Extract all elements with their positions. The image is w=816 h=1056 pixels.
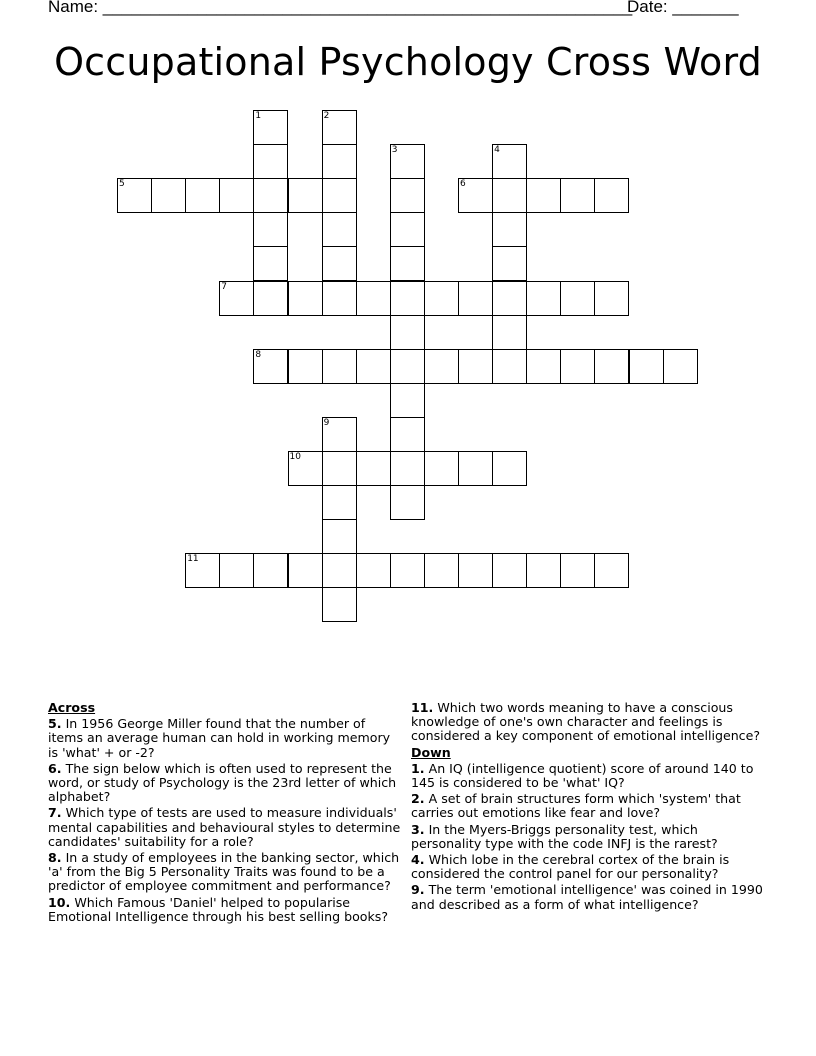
crossword-cell[interactable] [492, 553, 527, 588]
crossword-cell[interactable] [219, 178, 254, 213]
crossword-cell[interactable] [594, 178, 629, 213]
crossword-cell[interactable] [322, 178, 357, 213]
crossword-cell[interactable] [322, 110, 357, 145]
crossword-cell[interactable] [185, 553, 220, 588]
crossword-cell[interactable] [492, 281, 527, 316]
crossword-cell[interactable] [356, 451, 391, 486]
crossword-cell[interactable] [322, 212, 357, 247]
crossword-cell[interactable] [390, 315, 425, 350]
crossword-cell[interactable] [322, 519, 357, 554]
clue-across-6: 6. The sign below which is often used to represent the word, or study of Psychology is the 23rd letter of which alphabet? [48, 760, 397, 805]
crossword-cell[interactable] [424, 349, 459, 384]
clue-number: 4 [494, 145, 500, 156]
crossword-cell[interactable] [492, 144, 527, 179]
clues-right-column [411, 701, 767, 914]
crossword-cell[interactable] [390, 281, 425, 316]
clue-number: 6 [460, 179, 466, 190]
page-title: Occupational Psychology Cross Word [54, 40, 762, 84]
clue-across-10: 10. Which Famous 'Daniel' helped to popularise Emotional Intelligence through his best selling books? [48, 894, 389, 924]
clue-down-9: 9. The term 'emotional intelligence' was coined in 1990 and described as a form of what intelligence? [411, 882, 763, 912]
clue-down-4: 4. Which lobe in the cerebral cortex of the brain is considered the control panel for our personality? [411, 852, 730, 882]
crossword-cell[interactable] [253, 281, 288, 316]
clue-down-1: 1. An IQ (intelligence quotient) score of around 140 to 145 is considered to be 'what' IQ? [411, 760, 754, 791]
crossword-cell[interactable] [390, 451, 425, 486]
clue-number: 10 [289, 452, 301, 462]
crossword-cell[interactable] [526, 178, 561, 213]
crossword-cell[interactable] [253, 553, 288, 588]
crossword-cell[interactable] [390, 417, 425, 452]
crossword-cell[interactable] [526, 553, 561, 588]
clue-across-8: 8. In a study of employees in the banking sector, which 'a' from the Big 5 Personality Traits was found to be a predictor of employee commitment and performance? [48, 850, 400, 894]
clue-number: 7 [221, 281, 228, 292]
crossword-cell[interactable] [390, 144, 425, 179]
crossword-cell[interactable] [356, 553, 391, 588]
crossword-cell[interactable] [390, 246, 425, 281]
clue-across-7: 7. Which type of tests are used to measure individuals' mental capabilities and behavioural styles to determine candidates' suitability for a role? [48, 805, 401, 849]
clue-number: 1 [255, 111, 262, 121]
crossword-cell[interactable] [253, 144, 288, 179]
crossword-cell[interactable] [492, 451, 527, 486]
crossword-cell[interactable] [356, 349, 391, 384]
crossword-cell[interactable] [322, 144, 357, 179]
name-field[interactable]: Name: ________________________________________________________ [48, 0, 633, 16]
crossword-cell[interactable] [458, 281, 493, 316]
clue-number: 2 [323, 111, 330, 121]
crossword-cell[interactable] [629, 349, 664, 384]
crossword-cell[interactable] [594, 349, 629, 384]
crossword-cell[interactable] [526, 349, 561, 384]
clues-left-column [48, 701, 404, 926]
crossword-cell[interactable] [390, 553, 425, 588]
clue-down-3: 3. In the Myers-Briggs personality test, which personality type with the code INFJ is the rarest? [411, 821, 718, 851]
crossword-cell[interactable] [492, 178, 527, 213]
crossword-cell[interactable] [458, 553, 493, 588]
across-heading: Across [48, 700, 96, 715]
crossword-cell[interactable] [492, 349, 527, 384]
crossword-cell[interactable] [288, 553, 323, 588]
crossword-cell[interactable] [492, 246, 527, 281]
crossword-cell[interactable] [560, 281, 595, 316]
crossword-cell[interactable] [594, 553, 629, 588]
crossword-cell[interactable] [458, 178, 493, 213]
crossword-cell[interactable] [288, 349, 323, 384]
crossword-cell[interactable] [390, 178, 425, 213]
crossword-cell[interactable] [151, 178, 186, 213]
crossword-cell[interactable] [560, 178, 595, 213]
crossword-cell[interactable] [322, 451, 357, 486]
crossword-cell[interactable] [253, 178, 288, 213]
crossword-cell[interactable] [253, 349, 288, 384]
clue-across-5: 5. In 1956 George Miller found that the number of items an average human can hold in working memory is 'what' + or -2? [48, 716, 391, 760]
crossword-cell[interactable] [356, 281, 391, 316]
clue-number: 8 [255, 349, 262, 360]
crossword-cell[interactable] [526, 281, 561, 316]
crossword-cell[interactable] [663, 349, 698, 384]
crossword-cell[interactable] [560, 349, 595, 384]
crossword-cell[interactable] [288, 178, 323, 213]
crossword-cell[interactable] [117, 178, 152, 213]
down-heading: Down [411, 744, 451, 760]
crossword-cell[interactable] [322, 281, 357, 316]
crossword-cell[interactable] [458, 349, 493, 384]
date-field[interactable]: Date: _______ [627, 0, 739, 16]
clue-across-11: 11. Which two words meaning to have a conscious knowledge of one's own character and feelings is considered a key component of emotional intelligence? [411, 700, 761, 744]
crossword-cell[interactable] [424, 553, 459, 588]
clue-down-2: 2. A set of brain structures form which 'system' that carries out emotions like fear and love? [411, 791, 741, 821]
crossword-cell[interactable] [253, 110, 288, 145]
crossword-cell[interactable] [424, 281, 459, 316]
clue-number: 11 [187, 554, 199, 565]
clue-number: 5 [119, 179, 125, 190]
crossword-cell[interactable] [390, 383, 425, 418]
crossword-cell[interactable] [560, 553, 595, 588]
crossword-cell[interactable] [322, 349, 357, 384]
crossword-cell[interactable] [288, 281, 323, 316]
crossword-cell[interactable] [322, 417, 357, 452]
crossword-cell[interactable] [458, 451, 493, 486]
crossword-cell[interactable] [390, 349, 425, 384]
crossword-cell[interactable] [492, 315, 527, 350]
crossword-cell[interactable] [322, 553, 357, 588]
crossword-cell[interactable] [253, 246, 288, 281]
crossword-cell[interactable] [322, 485, 357, 520]
crossword-cell[interactable] [253, 212, 288, 247]
crossword-cell[interactable] [390, 485, 425, 520]
crossword-cell[interactable] [219, 281, 254, 316]
crossword-cell[interactable] [390, 212, 425, 247]
crossword-cell[interactable] [594, 281, 629, 316]
crossword-cell[interactable] [185, 178, 220, 213]
clue-number: 9 [323, 417, 330, 428]
clue-number: 3 [391, 145, 398, 156]
crossword-cell[interactable] [492, 212, 527, 247]
crossword-cell[interactable] [322, 246, 357, 281]
crossword-cell[interactable] [424, 451, 459, 486]
crossword-cell[interactable] [288, 451, 323, 486]
crossword-cell[interactable] [322, 587, 357, 622]
crossword-cell[interactable] [219, 553, 254, 588]
